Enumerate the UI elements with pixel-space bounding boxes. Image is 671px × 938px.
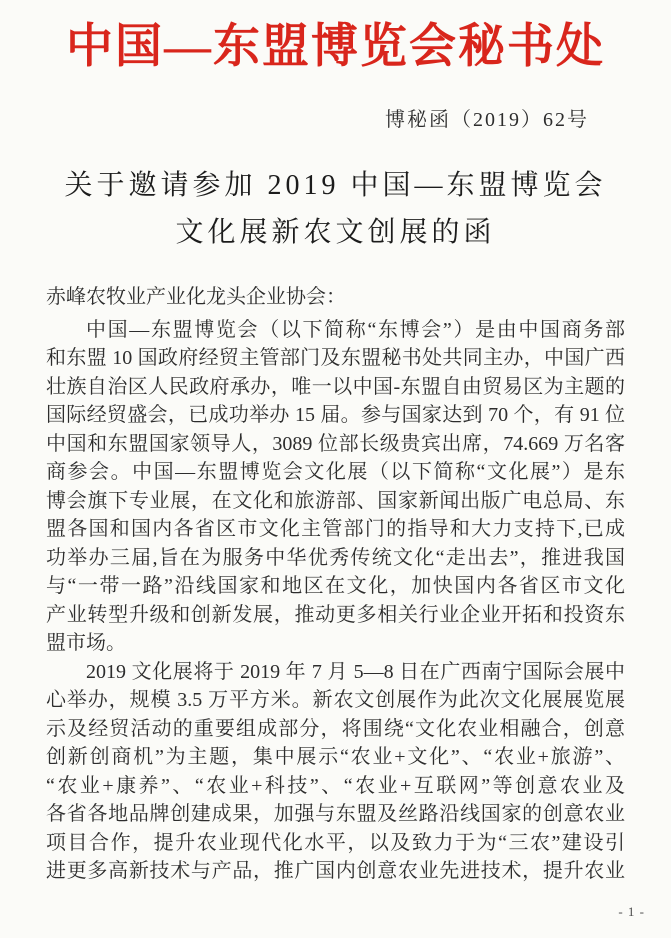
body-text-line: 与“一带一路”沿线国家和地区在文化，加快国内各省区市文化 xyxy=(46,575,625,598)
body-text-line: 各省各地品牌创建成果，加强与东盟及丝路沿线国家的创意农业 xyxy=(46,803,625,826)
recipient-line: 赤峰农牧业产业化龙头企业协会： xyxy=(46,285,346,308)
body-text-line: 盟市场。 xyxy=(46,632,126,655)
letterhead-org-name: 中国—东盟博览会秘书处 xyxy=(66,21,605,73)
body-text-line: 和东盟 10 国政府经贸主管部门及东盟秘书处共同主办，中国广西 xyxy=(46,347,625,370)
body-text-line: 2019 文化展将于 2019 年 7 月 5—8 日在广西南宁国际会展中 xyxy=(86,660,625,683)
page-number: - 1 - xyxy=(618,904,645,919)
body-text-line: 心举办，规模 3.5 万平方米。新农文创展作为此次文化展展览展 xyxy=(46,689,625,712)
body-paragraph xyxy=(46,658,625,886)
body-text-line: 创新创商机”为主题，集中展示“农业+文化”、“农业+旅游”、 xyxy=(46,746,625,769)
body-text-line: 中国—东盟博览会（以下简称“东博会”）是由中国商务部 xyxy=(86,318,625,341)
body-text-line: 示及经贸活动的重要组成部分，将围绕“文化农业相融合，创意 xyxy=(46,717,625,740)
document-title-line2: 文化展新农文创展的函 xyxy=(175,216,496,248)
body-text-line: 中国和东盟国家领导人，3089 位部长级贵宾出席，74.669 万名客 xyxy=(46,432,625,455)
body-text-line: 盟各国和国内各省区市文化主管部门的指导和大力支持下,已成 xyxy=(46,518,625,541)
letter-body xyxy=(0,316,671,886)
body-text-line: 功举办三届,旨在为服务中华优秀传统文化“走出去”，推进我国 xyxy=(46,546,625,569)
document-number: 博秘函（2019）62号 xyxy=(385,108,589,131)
document-title-line1: 关于邀请参加 2019 中国—东盟博览会 xyxy=(64,169,607,201)
document-title xyxy=(0,162,671,256)
body-text-line: 博会旗下专业展，在文化和旅游部、国家新闻出版广电总局、东 xyxy=(46,489,625,512)
body-text-line: “农业+康养”、“农业+科技”、“农业+互联网”等创意农业及 xyxy=(46,774,625,797)
body-text-line: 项目合作，提升农业现代化水平，以及致力于为“三农”建设引 xyxy=(46,831,625,854)
body-text-line: 产业转型升级和创新发展，推动更多相关行业企业开拓和投资东 xyxy=(46,603,625,626)
body-text-line: 进更多高新技术与产品，推广国内创意农业先进技术，提升农业 xyxy=(46,860,625,883)
body-text-line: 壮族自治区人民政府承办，唯一以中国-东盟自由贸易区为主题的 xyxy=(46,375,625,398)
body-text-line: 国际经贸盛会，已成功举办 15 届。参与国家达到 70 个，有 91 位 xyxy=(46,404,625,427)
body-text-line: 商参会。中国—东盟博览会文化展（以下简称“文化展”）是东 xyxy=(46,461,625,484)
body-paragraph xyxy=(46,316,625,658)
